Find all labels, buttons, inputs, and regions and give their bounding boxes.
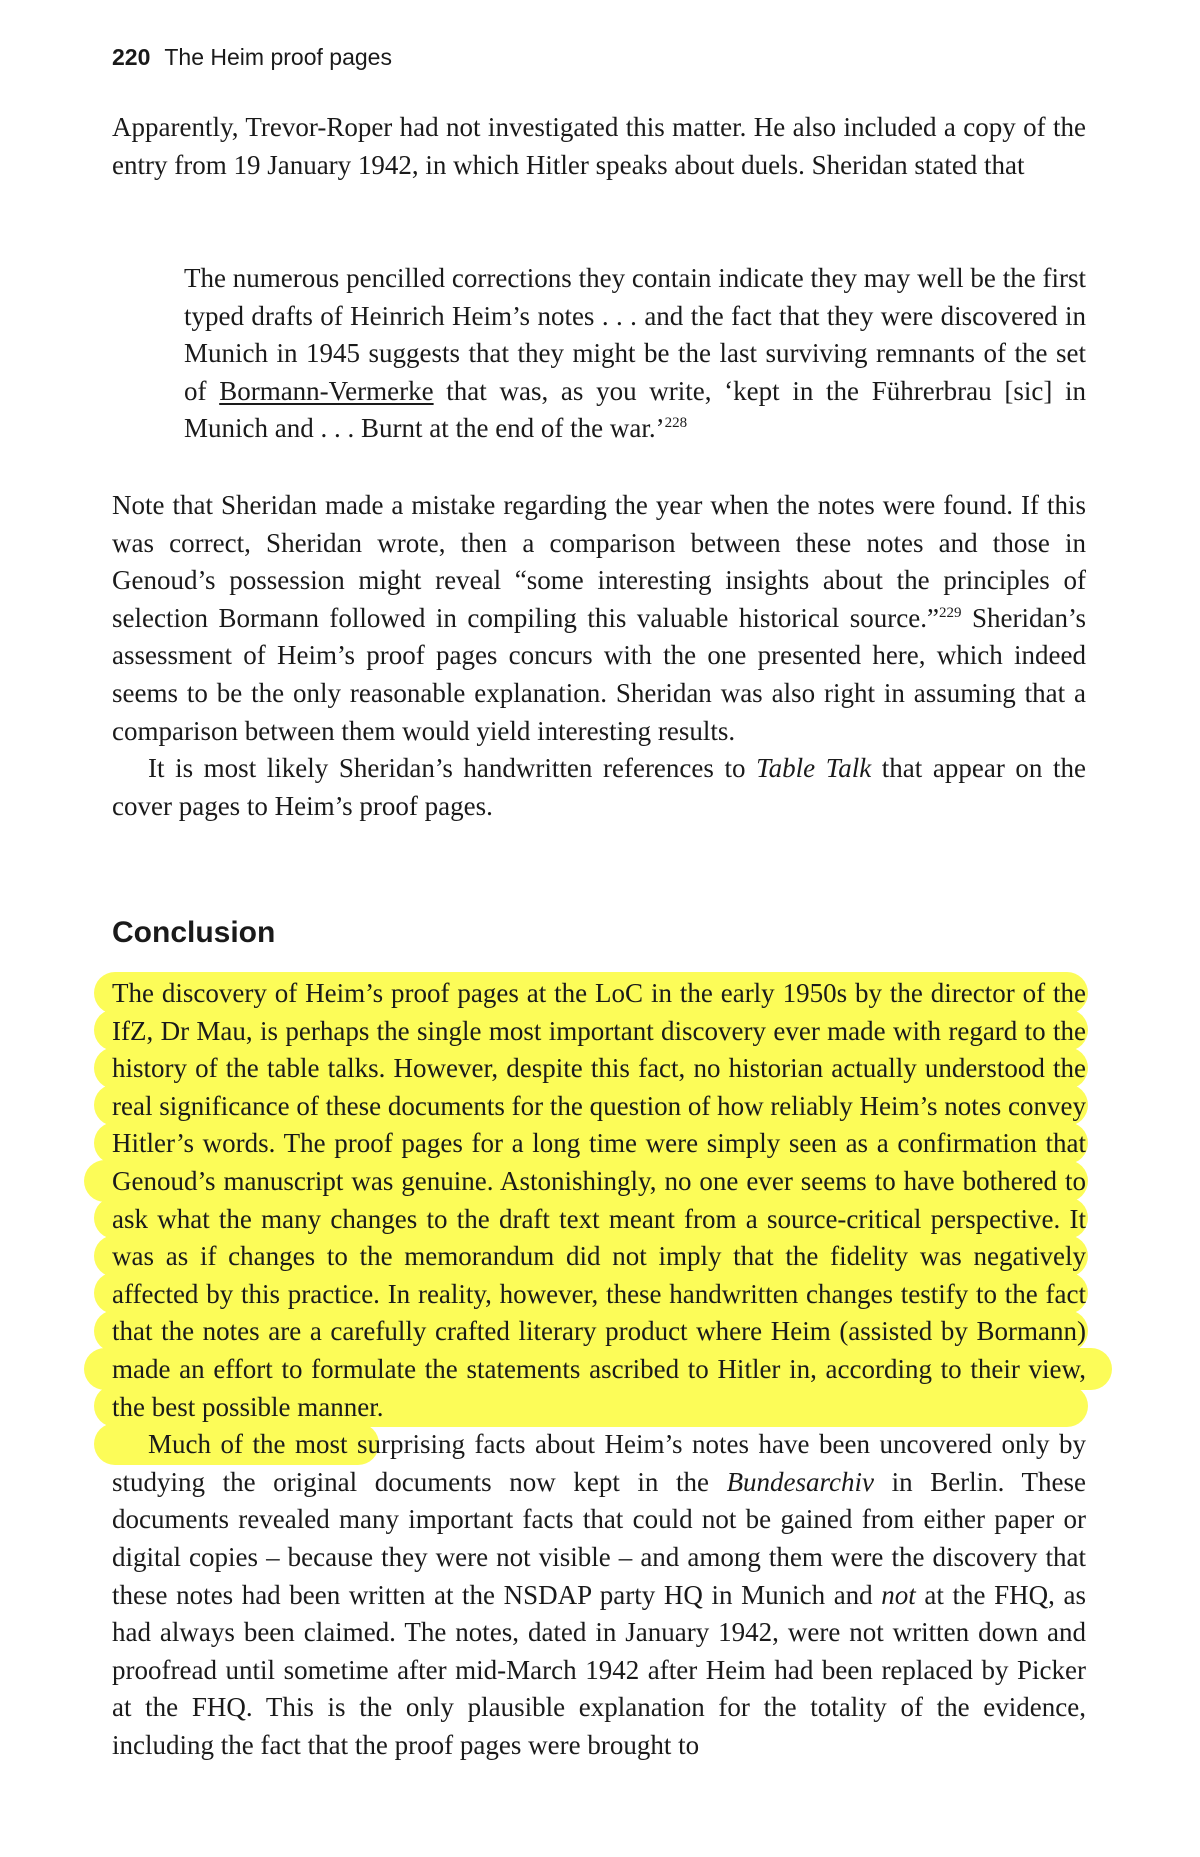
page-number: 220: [112, 44, 151, 70]
quote-underlined-term: Bormann-Vermerke: [219, 375, 434, 406]
paragraph-2-text-after: Sheridan’s assessment of Heim’s proof pages concurs with the one presented here, which indeed seems to be the only reasonable explanation. Sheridan was also right in assuming that a comparison between them would yield interesting results.: [112, 602, 1086, 746]
running-title: The Heim proof pages: [164, 44, 392, 70]
paragraph-3: [112, 750, 1086, 825]
paragraph-5: [112, 1426, 1086, 1764]
paragraph-2: [112, 487, 1086, 750]
paragraph-5-text-before: Much of the most surprising facts about Heim’s notes have been uncovered only by studying the original documents now kept in the: [112, 1429, 1086, 1497]
paragraph-1: [112, 109, 1086, 184]
paragraph-5-text-mid: in Berlin. These documents revealed many important facts that could not be gained from either paper or digital copies – because they were not visible – and among them were the discovery that these notes had been written at the NSDAP party HQ in Munich and: [112, 1466, 1086, 1610]
paragraph-1-text: Apparently, Trevor-Roper had not investigated this matter. He also included a copy of the entry from 19 January 1942, in which Hitler speaks about duels. Sheridan stated that: [112, 112, 1086, 180]
quote-text-before: The numerous pencilled corrections they contain indicate they may well be the first typed drafts of Heinrich Heim’s notes . . . and the fact that they were discovered in Munich in 1945 suggests that they might be the last surviving remnants of the set of: [184, 263, 1086, 406]
footnote-ref-228: 228: [664, 415, 688, 432]
not-emphasis: not: [881, 1579, 916, 1610]
running-head: [112, 44, 392, 71]
paragraph-3-text-before: It is most likely Sheridan’s handwritten references to: [148, 753, 757, 784]
paragraph-3-text-after: that appear on the cover pages to Heim’s proof pages.: [112, 753, 1086, 821]
paragraph-2-text-before: Note that Sheridan made a mistake regarding the year when the notes were found. If this was correct, Sheridan wrote, then a comparison between these notes and those in Genoud’s possession might reveal “some interesting insights about the principles of selection Bormann followed in compiling this valuable historical source.”: [112, 490, 1086, 633]
paragraph-conclusion-highlighted: The discovery of Heim’s proof pages at the LoC in the early 1950s by the director of the IfZ, Dr Mau, is perhaps the single most important discovery ever made with regard to the history of the table talks. However, despite this fact, no historian actually understood the real significance of these documents for the question of how reliably Heim’s notes convey Hitler’s words. The proof pages for a long time were simply seen as a confirmation that Genoud’s manuscript was genuine. Astonishingly, no one ever seems to have bothered to ask what the many changes to the draft text meant from a source-critical perspective. It was as if changes to the memorandum did not imply that the fidelity was negatively affected by this practice. In reality, however, these handwritten changes testify to the fact that the notes are a carefully crafted literary product where Heim (assisted by Bormann) made an effort to formulate the statements ascribed to Hitler in, according to their view, the best possible manner.: [112, 978, 1086, 1422]
quote-text-after: that was, as you write, ‘kept in the Führerbrau [sic] in Munich and . . . Burnt at the end of the war.’: [184, 375, 1086, 444]
body-text-lower: [112, 975, 1086, 1764]
block-quote: [184, 260, 1086, 448]
section-heading-conclusion: Conclusion: [112, 916, 276, 949]
bundesarchiv-term: Bundesarchiv: [726, 1466, 875, 1497]
table-talk-title: Table Talk: [756, 753, 872, 784]
block-quote-text: [184, 260, 1086, 448]
footnote-ref-229: 229: [939, 604, 962, 621]
body-text-upper: [112, 487, 1086, 825]
paragraph-5-text-after: at the FHQ, as had always been claimed. The notes, dated in January 1942, were not written down and proofread until sometime after mid-March 1942 after Heim had been replaced by Picker at the FHQ. This is the only plausible explanation for the totality of the evidence, including the fact that the proof pages were brought to: [112, 1579, 1086, 1760]
